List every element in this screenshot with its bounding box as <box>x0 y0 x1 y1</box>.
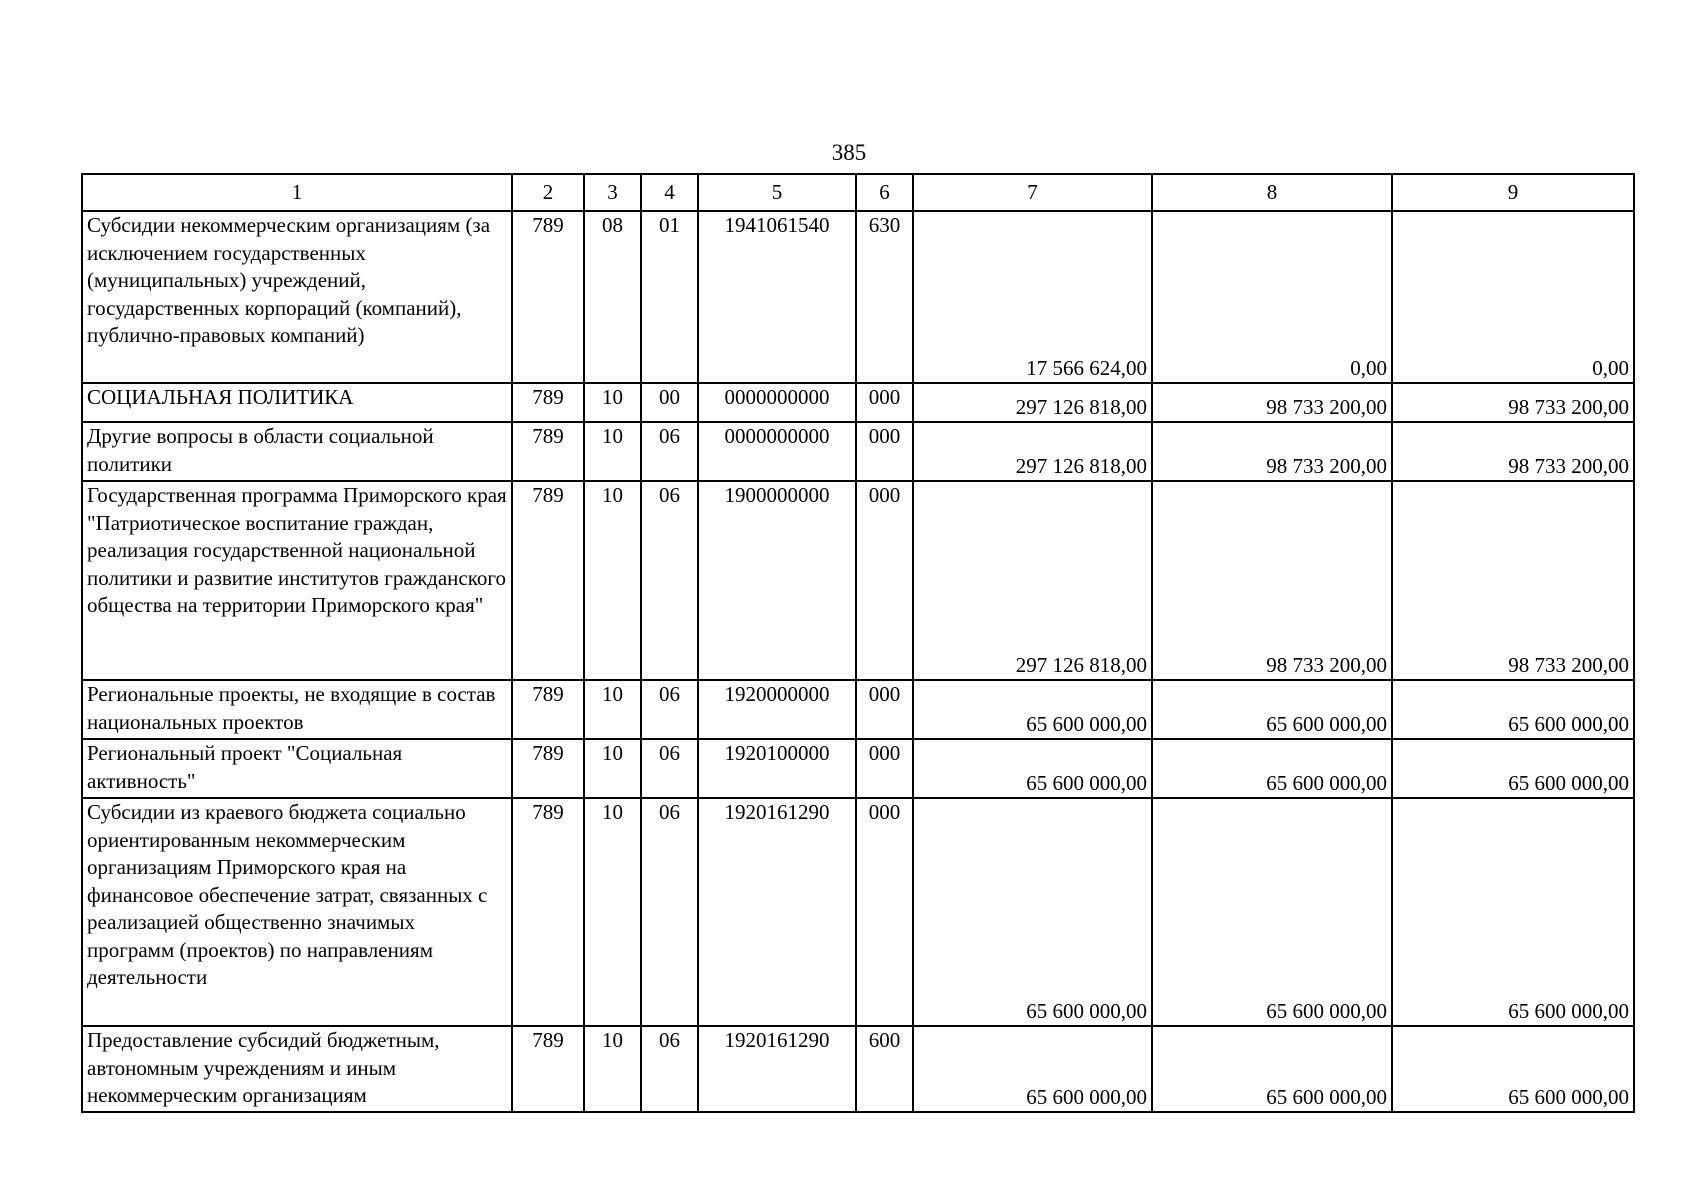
row-code-target: 1920000000 <box>698 680 856 739</box>
row-code-section: 10 <box>584 383 641 422</box>
row-code-target: 1941061540 <box>698 211 856 383</box>
row-code-ministry: 789 <box>512 798 584 1026</box>
row-code-expense-type: 630 <box>856 211 913 383</box>
row-amount-8: 65 600 000,00 <box>1152 680 1392 739</box>
row-code-subsection: 06 <box>641 680 698 739</box>
row-name: Субсидии некоммерческим организациям (за исключением государственных (муниципальных) учреждений, государственных корпораций (компаний), публично-правовых компаний) <box>82 211 512 383</box>
row-amount-9: 98 733 200,00 <box>1392 383 1634 422</box>
row-code-expense-type: 000 <box>856 798 913 1026</box>
row-name: Предоставление субсидий бюджетным, автономным учреждениям и иным некоммерческим организациям <box>82 1026 512 1112</box>
row-code-expense-type: 000 <box>856 739 913 798</box>
row-amount-9: 65 600 000,00 <box>1392 680 1634 739</box>
table-row <box>82 739 1634 798</box>
column-header-3: 3 <box>584 174 641 211</box>
row-code-target: 0000000000 <box>698 422 856 481</box>
row-amount-7: 65 600 000,00 <box>913 1026 1152 1112</box>
row-code-section: 08 <box>584 211 641 383</box>
row-amount-8: 98 733 200,00 <box>1152 383 1392 422</box>
row-code-section: 10 <box>584 680 641 739</box>
column-header-7: 7 <box>913 174 1152 211</box>
row-amount-9: 98 733 200,00 <box>1392 422 1634 481</box>
row-code-expense-type: 000 <box>856 383 913 422</box>
row-code-ministry: 789 <box>512 680 584 739</box>
row-code-section: 10 <box>584 798 641 1026</box>
row-code-ministry: 789 <box>512 211 584 383</box>
row-code-expense-type: 600 <box>856 1026 913 1112</box>
table-row <box>82 680 1634 739</box>
column-header-9: 9 <box>1392 174 1634 211</box>
row-amount-9: 0,00 <box>1392 211 1634 383</box>
table-row <box>82 383 1634 422</box>
page-number: 385 <box>831 140 867 165</box>
table-row <box>82 422 1634 481</box>
row-code-subsection: 00 <box>641 383 698 422</box>
row-amount-9: 98 733 200,00 <box>1392 481 1634 680</box>
row-amount-7: 65 600 000,00 <box>913 680 1152 739</box>
row-name: Государственная программа Приморского края "Патриотическое воспитание граждан, реализация государственной национальной политики и развитие институтов гражданского общества на территории Приморского края" <box>82 481 512 680</box>
row-name: Региональный проект "Социальная активность" <box>82 739 512 798</box>
row-code-expense-type: 000 <box>856 481 913 680</box>
row-amount-7: 297 126 818,00 <box>913 422 1152 481</box>
row-code-subsection: 06 <box>641 481 698 680</box>
row-name: СОЦИАЛЬНАЯ ПОЛИТИКА <box>82 383 512 422</box>
row-name: Региональные проекты, не входящие в состав национальных проектов <box>82 680 512 739</box>
row-code-target: 1920100000 <box>698 739 856 798</box>
row-code-section: 10 <box>584 1026 641 1112</box>
table-row <box>82 481 1634 680</box>
row-amount-7: 65 600 000,00 <box>913 739 1152 798</box>
row-code-subsection: 01 <box>641 211 698 383</box>
row-amount-8: 65 600 000,00 <box>1152 739 1392 798</box>
row-amount-7: 297 126 818,00 <box>913 383 1152 422</box>
row-code-section: 10 <box>584 481 641 680</box>
row-amount-8: 98 733 200,00 <box>1152 422 1392 481</box>
header-row <box>82 174 1634 211</box>
column-header-5: 5 <box>698 174 856 211</box>
column-header-8: 8 <box>1152 174 1392 211</box>
row-code-subsection: 06 <box>641 1026 698 1112</box>
row-code-target: 1920161290 <box>698 1026 856 1112</box>
column-header-4: 4 <box>641 174 698 211</box>
row-amount-8: 98 733 200,00 <box>1152 481 1392 680</box>
row-name: Субсидии из краевого бюджета социально ориентированным некоммерческим организациям Приморского края на финансовое обеспечение затрат, связанных с реализацией общественно значимых программ (проектов) по направлениям деятельности <box>82 798 512 1026</box>
row-amount-8: 0,00 <box>1152 211 1392 383</box>
column-header-1: 1 <box>82 174 512 211</box>
row-amount-7: 65 600 000,00 <box>913 798 1152 1026</box>
row-amount-9: 65 600 000,00 <box>1392 1026 1634 1112</box>
budget-table <box>81 173 1635 1113</box>
row-code-subsection: 06 <box>641 422 698 481</box>
column-header-2: 2 <box>512 174 584 211</box>
column-header-6: 6 <box>856 174 913 211</box>
row-code-ministry: 789 <box>512 739 584 798</box>
row-code-ministry: 789 <box>512 481 584 680</box>
row-code-section: 10 <box>584 739 641 798</box>
table-row <box>82 798 1634 1026</box>
row-amount-7: 17 566 624,00 <box>913 211 1152 383</box>
row-code-section: 10 <box>584 422 641 481</box>
row-code-subsection: 06 <box>641 798 698 1026</box>
row-code-ministry: 789 <box>512 383 584 422</box>
row-code-ministry: 789 <box>512 1026 584 1112</box>
row-code-subsection: 06 <box>641 739 698 798</box>
table-row <box>82 1026 1634 1112</box>
row-code-target: 1900000000 <box>698 481 856 680</box>
row-code-target: 0000000000 <box>698 383 856 422</box>
table-row <box>82 211 1634 383</box>
row-amount-9: 65 600 000,00 <box>1392 739 1634 798</box>
row-amount-9: 65 600 000,00 <box>1392 798 1634 1026</box>
row-code-expense-type: 000 <box>856 422 913 481</box>
row-code-ministry: 789 <box>512 422 584 481</box>
row-code-expense-type: 000 <box>856 680 913 739</box>
row-amount-8: 65 600 000,00 <box>1152 798 1392 1026</box>
row-code-target: 1920161290 <box>698 798 856 1026</box>
row-amount-8: 65 600 000,00 <box>1152 1026 1392 1112</box>
row-amount-7: 297 126 818,00 <box>913 481 1152 680</box>
row-name: Другие вопросы в области социальной политики <box>82 422 512 481</box>
